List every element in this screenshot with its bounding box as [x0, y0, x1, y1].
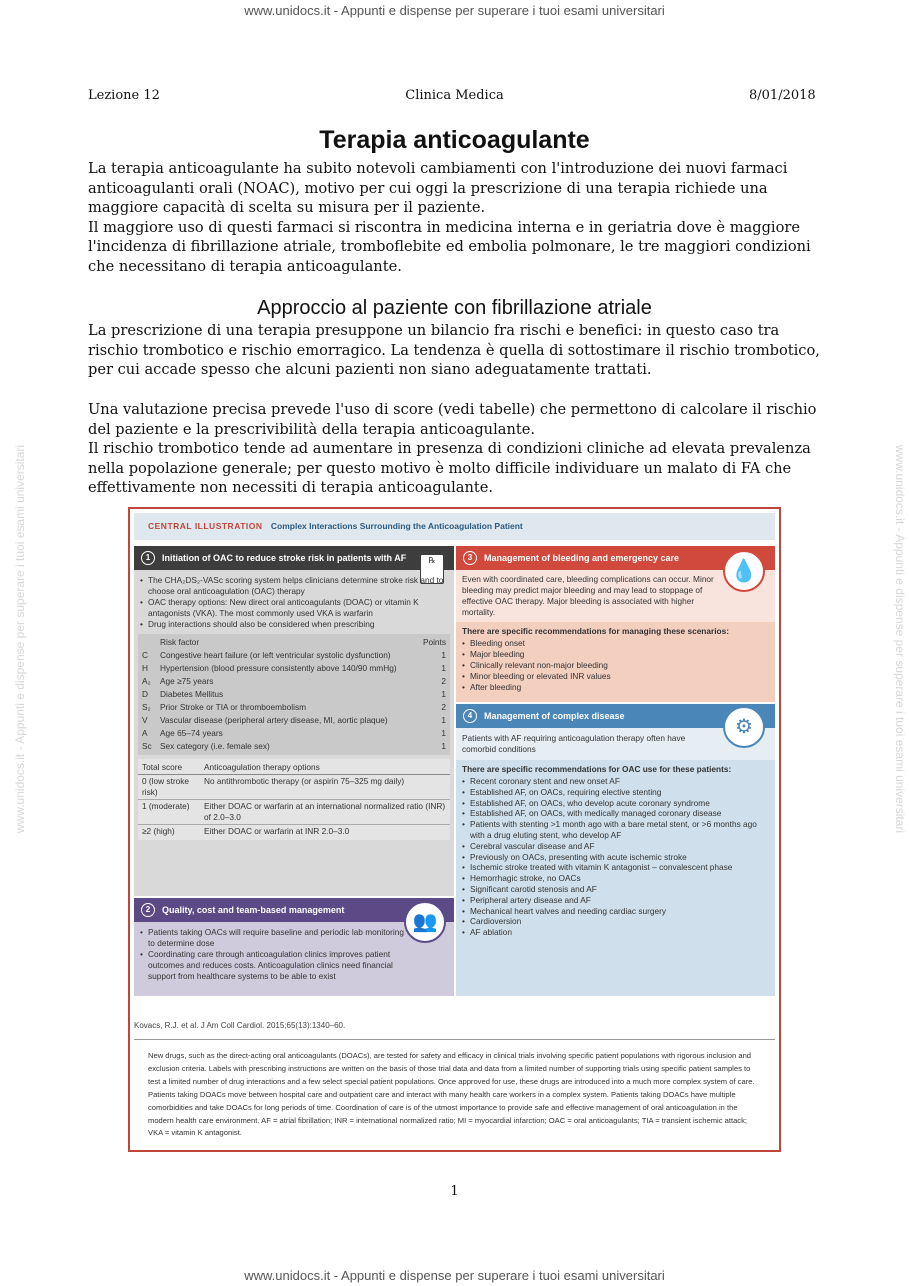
table-row: [138, 825, 450, 839]
score-therapy: Either DOAC or warfarin at an international normalized ratio (INR) of 2.0–3.0: [204, 801, 446, 822]
table-row: [138, 727, 450, 740]
table-row: [138, 714, 450, 727]
risk-points: 1: [441, 689, 446, 699]
risk-desc: Sex category (i.e. female sex): [160, 741, 270, 751]
risk-letter: V: [142, 715, 148, 725]
risk-letter: H: [142, 663, 148, 673]
intro-paragraph-1: La terapia anticoagulante ha subito notevoli cambiamenti con l'introduzione dei nuovi farmaci anticoagulanti orali (NOAC), motivo per cui oggi la prescrizione di una terapia richiede una maggiore capacità di scelta su misura per il paziente.: [88, 160, 788, 217]
risk-desc: Hypertension (blood pressure consistently above 140/90 mmHg): [160, 663, 397, 673]
list-item: • Hemorrhagic stroke, no OACs: [470, 873, 767, 884]
section2-paragraph-2: Il rischio trombotico tende ad aumentare in presenza di condizioni cliniche ad elevata prevalenza nella popolazione generale; per questo motivo è molto difficile individuare un malato di FA che effettivamente non necessiti di terapia anticoagulante.: [88, 440, 811, 497]
panel-1-title: Initiation of OAC to reduce stroke risk in patients with AF: [162, 553, 407, 563]
watermark-left: www.unidocs.it - Appunti e dispense per superare i tuoi esami universitari: [13, 444, 27, 834]
panel-2-number: 2: [141, 903, 155, 917]
risk-points: 1: [441, 650, 446, 660]
panel-1-header: [134, 546, 454, 570]
risk-letter: A: [142, 728, 148, 738]
intro-paragraph-2: Il maggiore uso di questi farmaci si riscontra in medicina interna e in geriatria dove è maggiore l'incidenza di fibrillazione atriale, tromboflebite ed embolia polmonare, le tre maggiori condizioni che necessitano di terapia anticoagulante.: [88, 218, 811, 275]
score-therapy: No antithrombotic therapy (or aspirin 75–325 mg daily): [204, 776, 405, 786]
central-illustration: [128, 507, 781, 1152]
list-item: • Peripheral artery disease and AF: [470, 895, 767, 906]
list-item: • After bleeding: [470, 682, 767, 693]
intro-text: [88, 159, 828, 277]
risk-factor-table: [138, 634, 450, 755]
list-item: • Major bleeding: [470, 649, 767, 660]
risk-desc: Vascular disease (peripheral artery disease, MI, aortic plaque): [160, 715, 388, 725]
risk-points: 1: [441, 741, 446, 751]
list-item: • Significant carotid stenosis and AF: [470, 884, 767, 895]
therapy-options-header: Anticoagulation therapy options: [204, 762, 320, 772]
page-title: Terapia anticoagulante: [319, 126, 590, 154]
watermark-top: www.unidocs.it - Appunti e dispense per superare i tuoi esami universitari: [244, 3, 665, 18]
list-item: • Bleeding onset: [470, 638, 767, 649]
risk-factor-header: Risk factor: [160, 637, 200, 647]
risk-desc: Prior Stroke or TIA or thromboembolism: [160, 702, 307, 712]
section2-text: [88, 400, 828, 498]
panel-oac-initiation: [134, 546, 454, 896]
score-value: 0 (low stroke risk): [142, 776, 190, 797]
points-header: Points: [422, 637, 446, 647]
table-header: [138, 636, 450, 649]
list-item: • Drug interactions should also be considered when prescribing: [148, 619, 446, 630]
table-row: [138, 662, 450, 675]
clipboard-icon: ℞: [420, 554, 444, 584]
section-title: Approccio al paziente con fibrillazione atriale: [257, 297, 652, 319]
list-item: • Mechanical heart valves and needing cardiac surgery: [470, 906, 767, 917]
panel-3-bullets: [456, 637, 775, 693]
table-row: [138, 649, 450, 662]
panel-1-number: 1: [141, 551, 155, 565]
risk-points: 2: [441, 702, 446, 712]
panel-quality-cost: [134, 898, 454, 996]
panel-3-intro: Even with coordinated care, bleeding complications can occur. Minor bleeding may predict major bleeding and may lead to stoppage of effective OAC therapy. Major bleeding is associated with higher mortality.: [456, 570, 775, 622]
risk-letter: S₂: [142, 702, 151, 712]
gears-icon: ⚙: [723, 706, 765, 748]
watermark-bottom: www.unidocs.it - Appunti e dispense per superare i tuoi esami universitari: [244, 1268, 665, 1283]
list-item: • AF ablation: [470, 927, 767, 938]
table-row: [138, 775, 450, 800]
team-icon: 👥: [404, 901, 446, 943]
table-row: [138, 675, 450, 688]
figure-citation: Kovacs, R.J. et al. J Am Coll Cardiol. 2015;65(13):1340–60.: [134, 1021, 346, 1030]
list-item: • Clinically relevant non-major bleeding: [470, 660, 767, 671]
watermark-right: www.unidocs.it - Appunti e dispense per superare i tuoi esami universitari: [893, 444, 907, 834]
list-item: • Established AF, on OACs, who develop acute coronary syndrome: [470, 798, 767, 809]
risk-letter: D: [142, 689, 148, 699]
section2-paragraph-1: Una valutazione precisa prevede l'uso di score (vedi tabelle) che permettono di calcolare il rischio del paziente e la prescrivibilità della terapia anticoagulante.: [88, 401, 817, 438]
header-lesson: Lezione 12: [88, 88, 160, 103]
panel-4-title: Management of complex disease: [484, 711, 625, 721]
figure-caption: New drugs, such as the direct-acting oral anticoagulants (DOACs), are tested for safety and efficacy in clinical trials involving specific patient populations with rigorous inclusion and exclusion criteria. Labels with prescribing instructions are written on the basis of those trial data and data from a limited number of supporting trials using specific patient samples to test a limited number of drug interactions and a few select special patient populations. Once approved for use, these drugs are introduced into a much more complex system of care. Patients taking DOACs move between hospital care and outpatient care and interact with many health care workers in a complex system. Patients taking DOACs have multiple comorbidities and take DOACs for long periods of time. Coordination of care is of the utmost importance to provide safe and effective management of oral anticoagulation in the modern health care environment. AF = atrial fibrillation; INR = international normalized ratio; MI = myocardial infarction; OAC = oral anticoagulants; TIA = transient ischemic attack; VKA = vitamin K antagonist.: [134, 1039, 775, 1148]
section1-paragraph: La prescrizione di una terapia presuppone un bilancio fra rischi e benefici: in questo caso tra rischio trombotico e rischio emorragico. La tendenza è quella di sottostimare il rischio trombotico, per cui accade spesso che alcuni pazienti non siano adeguatamente trattati.: [88, 322, 820, 379]
panel-bleeding-management: [456, 546, 775, 702]
risk-desc: Age 65–74 years: [160, 728, 223, 738]
risk-letter: A₂: [142, 676, 151, 686]
list-item: • Patients with stenting >1 month ago with a bare metal stent, or >6 months ago with a drug eluting stent, who develop AF: [470, 819, 767, 841]
list-item: • Established AF, on OACs, with medically managed coronary disease: [470, 808, 767, 819]
header-course: Clinica Medica: [405, 88, 504, 103]
panel-4-bullets: [456, 775, 775, 938]
risk-points: 1: [441, 663, 446, 673]
panel-4-recommendation: There are specific recommendations for OAC use for these patients:: [462, 764, 732, 774]
risk-desc: Age ≥75 years: [160, 676, 214, 686]
risk-letter: Sc: [142, 741, 152, 751]
table-row: [138, 740, 450, 753]
panel-3-recommendation: There are specific recommendations for managing these scenarios:: [462, 626, 729, 636]
score-value: 1 (moderate): [142, 801, 190, 811]
list-item: • OAC therapy options: New direct oral anticoagulants (DOAC) or vitamin K antagonists (VKA). The most commonly used VKA is warfarin: [148, 597, 446, 619]
total-score-header: Total score: [142, 762, 183, 772]
list-item: • Previously on OACs, presenting with acute ischemic stroke: [470, 852, 767, 863]
panel-3-title: Management of bleeding and emergency care: [484, 553, 680, 563]
list-item: • Cerebral vascular disease and AF: [470, 841, 767, 852]
list-item: • Established AF, on OACs, requiring elective stenting: [470, 787, 767, 798]
table-header: [138, 761, 450, 775]
figure-title: Complex Interactions Surrounding the Anticoagulation Patient: [270, 521, 523, 531]
risk-desc: Diabetes Mellitus: [160, 689, 224, 699]
page-number: 1: [450, 1184, 459, 1199]
panel-2-title: Quality, cost and team-based management: [162, 905, 345, 915]
panel-4-number: 4: [463, 709, 477, 723]
figure-title-bar: [134, 513, 775, 540]
risk-points: 1: [441, 715, 446, 725]
risk-points: 2: [441, 676, 446, 686]
risk-points: 1: [441, 728, 446, 738]
panel-complex-disease: [456, 704, 775, 996]
list-item: • Coordinating care through anticoagulation clinics improves patient outcomes and reduces costs. Anticoagulation clinics need financial support from healthcare systems to be able to exist: [148, 949, 404, 982]
blood-drop-icon: 💧: [723, 550, 765, 592]
figure-label: CENTRAL ILLUSTRATION: [148, 521, 263, 531]
header-date: 8/01/2018: [749, 88, 816, 103]
panel-1-bullets: [134, 570, 454, 630]
table-row: [138, 688, 450, 701]
panel-3-number: 3: [463, 551, 477, 565]
list-item: • The CHA₂DS₂-VASc scoring system helps clinicians determine stroke risk and to choose oral anticoagulation (OAC) therapy: [148, 575, 446, 597]
list-item: • Cardioversion: [470, 916, 767, 927]
list-item: • Patients taking OACs will require baseline and periodic lab monitoring to determine dose: [148, 927, 404, 949]
score-value: ≥2 (high): [142, 826, 175, 836]
list-item: • Minor bleeding or elevated INR values: [470, 671, 767, 682]
risk-letter: C: [142, 650, 148, 660]
score-table: [138, 759, 450, 840]
section1-text: [88, 321, 828, 380]
panel-4-intro: Patients with AF requiring anticoagulation therapy often have comorbid conditions: [456, 728, 775, 760]
list-item: • Ischemic stroke treated with vitamin K antagonist – convalescent phase: [470, 862, 767, 873]
list-item: • Recent coronary stent and new onset AF: [470, 776, 767, 787]
score-therapy: Either DOAC or warfarin at INR 2.0–3.0: [204, 826, 350, 836]
risk-desc: Congestive heart failure (or left ventricular systolic dysfunction): [160, 650, 391, 660]
table-row: [138, 800, 450, 825]
table-row: [138, 701, 450, 714]
